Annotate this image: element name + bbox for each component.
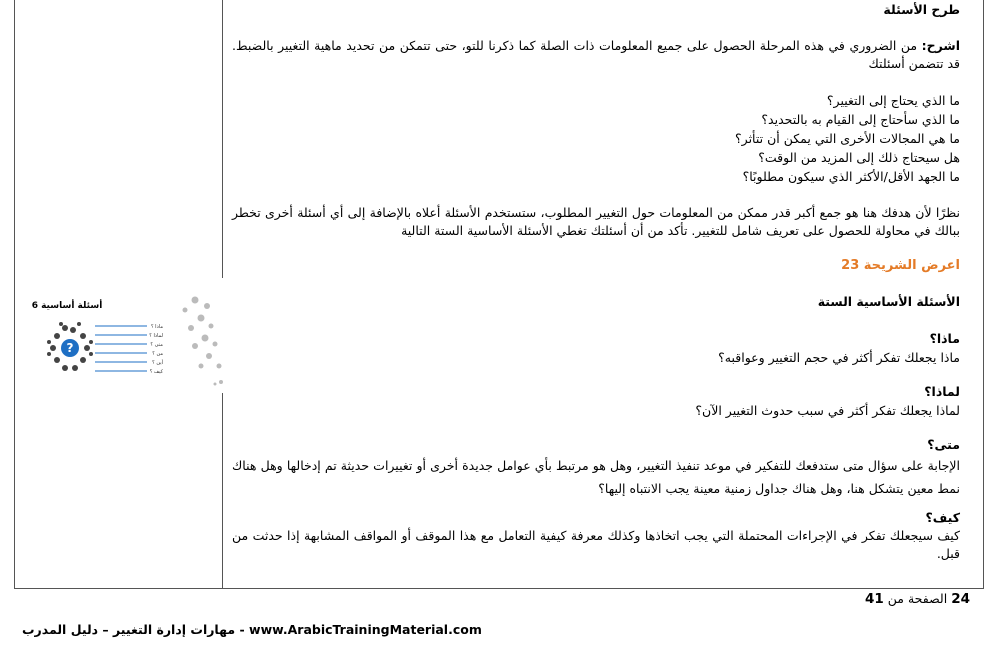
question-item: ما الذي يحتاج إلى التغيير؟ bbox=[826, 93, 960, 108]
explain-label: اشرح: bbox=[921, 38, 960, 53]
question-answer: لماذا يجعلك تفكر أكثر في سبب حدوث التغيير الآن؟ bbox=[695, 403, 960, 418]
slide-label: ماذا ؟ bbox=[150, 324, 163, 330]
slide-label: متى ؟ bbox=[150, 342, 163, 348]
question-heading: متى؟ bbox=[927, 437, 960, 452]
explain-paragraph bbox=[232, 37, 960, 73]
question-heading: ماذا؟ bbox=[929, 331, 960, 346]
slide-label: من ؟ bbox=[152, 351, 163, 357]
question-answer: الإجابة على سؤال متى ستدفعك للتفكير في موعد تنفيذ التغيير، وهل هو مرتبط بأي عوامل جديدة أخرى أو تغييرات حديثة تم إدخالها وهل هناك نمط معين يتشكل هنا، وهل هناك جداول زمنية معينة يجب الانتباه إليها؟ bbox=[232, 458, 960, 496]
slide-label: أين ؟ bbox=[152, 360, 163, 366]
slide-title: أسئلة أساسية 6 bbox=[31, 301, 103, 311]
body-paragraph: نظرًا لأن هدفك هنا هو جمع أكبر قدر ممكن من المعلومات حول التغيير المطلوب، ستستخدم الأسئلة أعلاه بالإضافة إلى أي أسئلة أخرى تخطر ببالك في محاولة للحصول على تعريف شامل للتغيير. تأكد من أن أسئلتك تغطي الأسئلة الأساسية الستة التالية bbox=[232, 205, 960, 238]
page-from: من bbox=[887, 591, 904, 606]
page-content bbox=[232, 0, 960, 589]
section-title: طرح الأسئلة bbox=[883, 2, 960, 17]
slide-label: كيف ؟ bbox=[149, 369, 163, 375]
explain-text: من الضروري في هذه المرحلة الحصول على جميع المعلومات ذات الصلة كما ذكرنا للتو، حتى تتمكن من تحديد ماهية التغيير بالضبط. قد تتضمن أسئلتك bbox=[232, 38, 960, 71]
slide-label: لماذا ؟ bbox=[149, 333, 163, 339]
svg-text:?: ? bbox=[66, 341, 74, 355]
question-item: ما هي المجالات الأخرى التي يمكن أن تتأثر؟ bbox=[735, 131, 960, 146]
question-list bbox=[232, 91, 960, 186]
question-heading: كيف؟ bbox=[925, 510, 960, 525]
question-answer: ماذا يجعلك تفكر أكثر في حجم التغيير وعواقبه؟ bbox=[718, 350, 960, 365]
page-label: الصفحة bbox=[907, 591, 948, 606]
question-answer: كيف سيجعلك تفكر في الإجراءات المحتملة التي يجب اتخاذها وكذلك معرفة كيفية التعامل مع هذا الموقف أو المواقف المشابهة إذا حدثت من قبل. bbox=[232, 528, 960, 561]
slide-reference: اعرض الشريحة 23 bbox=[841, 258, 960, 273]
question-item: ما الذي سأحتاج إلى القيام به بالتحديد؟ bbox=[761, 112, 960, 127]
footer-text: www.ArabicTrainingMaterial.com - مهارات إدارة التغيير – دليل المدرب bbox=[22, 622, 482, 637]
question-item: ما الجهد الأقل/الأكثر الذي سيكون مطلوبًا؟ bbox=[742, 169, 960, 184]
page-current: 24 bbox=[951, 591, 970, 607]
question-heading: لماذا؟ bbox=[924, 384, 960, 399]
six-questions-title: الأسئلة الأساسية الستة bbox=[817, 294, 960, 309]
page-total: 41 bbox=[865, 591, 884, 607]
slide-thumbnail bbox=[31, 278, 225, 393]
page-number bbox=[865, 591, 970, 607]
question-item: هل سيحتاج ذلك إلى المزيد من الوقت؟ bbox=[758, 150, 960, 165]
question-cluster-icon bbox=[31, 278, 225, 393]
slide-thumbnail-cell bbox=[15, 0, 222, 589]
